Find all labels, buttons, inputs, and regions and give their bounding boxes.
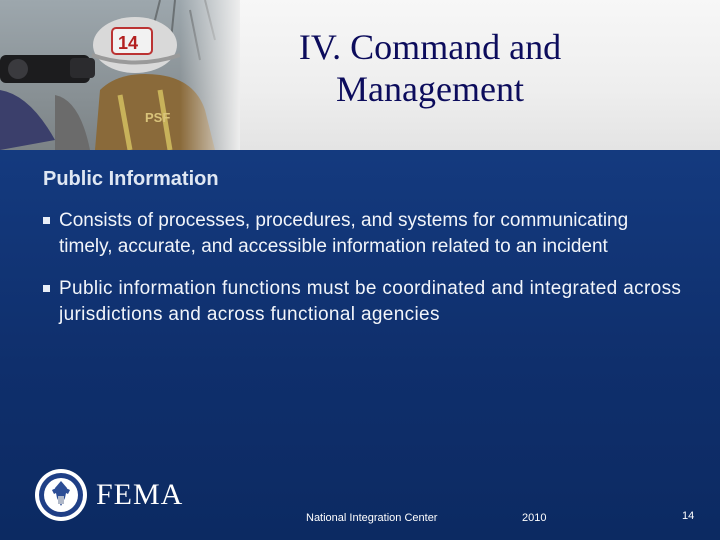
dhs-seal-icon [34, 468, 88, 522]
footer-organization: National Integration Center [306, 512, 438, 524]
bullet-item [43, 208, 683, 260]
square-bullet-icon [43, 217, 50, 224]
fema-wordmark: FEMA [96, 478, 184, 511]
slide-title [250, 26, 610, 110]
title-line-1: IV. Command and [298, 27, 562, 67]
square-bullet-icon [43, 285, 50, 292]
firefighter-photo [0, 0, 240, 150]
bullet-list [43, 208, 683, 344]
bullet-text: Public information functions must be coordinated and integrated across jurisdictions and across functional agencies [59, 278, 682, 325]
fema-logo [34, 468, 194, 524]
bullet-item [43, 276, 683, 328]
section-subtitle: Public Information [43, 168, 219, 190]
title-line-2: Management [336, 69, 524, 109]
page-number: 14 [682, 510, 695, 522]
header-band [0, 0, 720, 150]
footer-year: 2010 [522, 512, 547, 524]
bullet-text: Consists of processes, procedures, and systems for communicating timely, accurate, and accessible information related to an incident [59, 210, 629, 257]
